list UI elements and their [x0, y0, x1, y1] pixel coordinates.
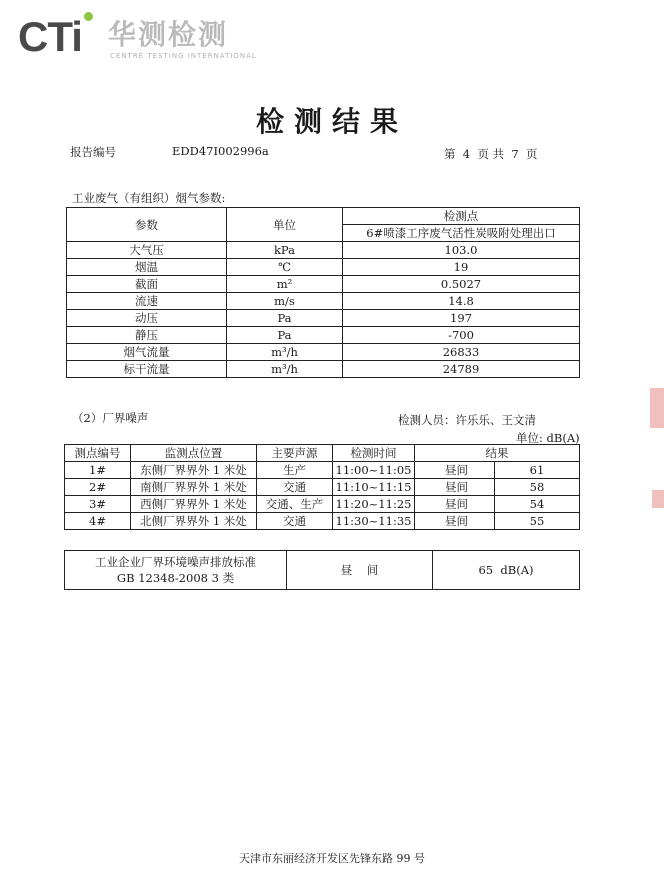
report-number-label: 报告编号 [70, 145, 116, 159]
unit-cell: Pa [227, 310, 343, 327]
value-cell: 14.8 [343, 293, 580, 310]
value-cell: 0.5027 [343, 276, 580, 293]
section2-title: （2）厂界噪声 [72, 411, 149, 425]
col-header-source: 主要声源 [257, 445, 333, 462]
logo-chinese: 华测检测 [108, 18, 229, 51]
source-cell: 交通 [257, 479, 333, 496]
logo-english: CENTRE TESTING INTERNATIONAL [110, 52, 257, 60]
logo-cti: CTi [18, 13, 82, 60]
table-row [65, 462, 580, 479]
param-cell: 大气压 [67, 242, 227, 259]
no-cell: 2# [65, 479, 131, 496]
standard-name [65, 551, 287, 590]
location-cell: 西侧厂界界外 1 米处 [131, 496, 257, 513]
source-cell: 生产 [257, 462, 333, 479]
period-cell: 昼间 [415, 513, 495, 530]
value-cell: 26833 [343, 344, 580, 361]
table-row [67, 344, 580, 361]
col-header-unit: 单位 [227, 208, 343, 242]
col-header-no: 测点编号 [65, 445, 131, 462]
value-cell: 24789 [343, 361, 580, 378]
param-cell: 截面 [67, 276, 227, 293]
param-cell: 静压 [67, 327, 227, 344]
unit-cell: m³/h [227, 344, 343, 361]
point-name: 6#喷漆工序废气活性炭吸附处理出口 [343, 225, 580, 242]
param-cell: 烟温 [67, 259, 227, 276]
col-header-point: 检测点 [343, 208, 580, 225]
noise-table [64, 444, 580, 530]
value-cell: 58 [495, 479, 580, 496]
value-cell: 61 [495, 462, 580, 479]
table-row [67, 259, 580, 276]
param-cell: 流速 [67, 293, 227, 310]
logo-dot-icon [84, 12, 93, 21]
standard-name-line1: 工业企业厂界环境噪声排放标准 [95, 555, 256, 569]
page-title: 检测结果 [255, 105, 408, 138]
table-row [67, 276, 580, 293]
time-cell: 11:10~11:15 [333, 479, 415, 496]
footer-address: 天津市东丽经济开发区先锋东路 99 号 [239, 852, 425, 865]
value-cell: 103.0 [343, 242, 580, 259]
page-indicator: 第 4 页 共 7 页 [444, 147, 538, 161]
value-cell: 55 [495, 513, 580, 530]
table-row [67, 242, 580, 259]
value-cell: 197 [343, 310, 580, 327]
period-cell: 昼间 [415, 462, 495, 479]
table-row [67, 293, 580, 310]
param-cell: 烟气流量 [67, 344, 227, 361]
param-cell: 标干流量 [67, 361, 227, 378]
location-cell: 北侧厂界界外 1 米处 [131, 513, 257, 530]
unit-cell: ℃ [227, 259, 343, 276]
unit-note: 单位: dB(A) [516, 431, 580, 445]
seal-stamp-edge [650, 388, 664, 428]
standard-limit: 65 dB(A) [433, 551, 580, 590]
flue-gas-table [66, 207, 580, 378]
inspectors: 检测人员：许乐乐、王文清 [398, 413, 536, 427]
no-cell: 4# [65, 513, 131, 530]
standard-table [64, 550, 580, 590]
param-cell: 动压 [67, 310, 227, 327]
col-header-location: 监测点位置 [131, 445, 257, 462]
source-cell: 交通、生产 [257, 496, 333, 513]
value-cell: 19 [343, 259, 580, 276]
period-cell: 昼间 [415, 479, 495, 496]
time-cell: 11:20~11:25 [333, 496, 415, 513]
location-cell: 南侧厂界界外 1 米处 [131, 479, 257, 496]
unit-cell: m² [227, 276, 343, 293]
table-row [67, 310, 580, 327]
table-row [65, 496, 580, 513]
standard-period: 昼 间 [287, 551, 433, 590]
col-header-param: 参数 [67, 208, 227, 242]
col-header-time: 检测时间 [333, 445, 415, 462]
period-cell: 昼间 [415, 496, 495, 513]
time-cell: 11:30~11:35 [333, 513, 415, 530]
unit-cell: m/s [227, 293, 343, 310]
source-cell: 交通 [257, 513, 333, 530]
value-cell: 54 [495, 496, 580, 513]
col-header-result: 结果 [415, 445, 580, 462]
value-cell: -700 [343, 327, 580, 344]
unit-cell: m³/h [227, 361, 343, 378]
section1-title: 工业废气（有组织）烟气参数: [72, 191, 226, 205]
table-row [65, 513, 580, 530]
unit-cell: Pa [227, 327, 343, 344]
seal-stamp-edge [652, 490, 664, 508]
report-number-value: EDD47I002996a [172, 144, 269, 158]
standard-name-line2: GB 12348-2008 3 类 [116, 571, 235, 585]
no-cell: 3# [65, 496, 131, 513]
table-row [67, 327, 580, 344]
no-cell: 1# [65, 462, 131, 479]
time-cell: 11:00~11:05 [333, 462, 415, 479]
table-row [67, 361, 580, 378]
table-row [65, 479, 580, 496]
location-cell: 东侧厂界界外 1 米处 [131, 462, 257, 479]
unit-cell: kPa [227, 242, 343, 259]
